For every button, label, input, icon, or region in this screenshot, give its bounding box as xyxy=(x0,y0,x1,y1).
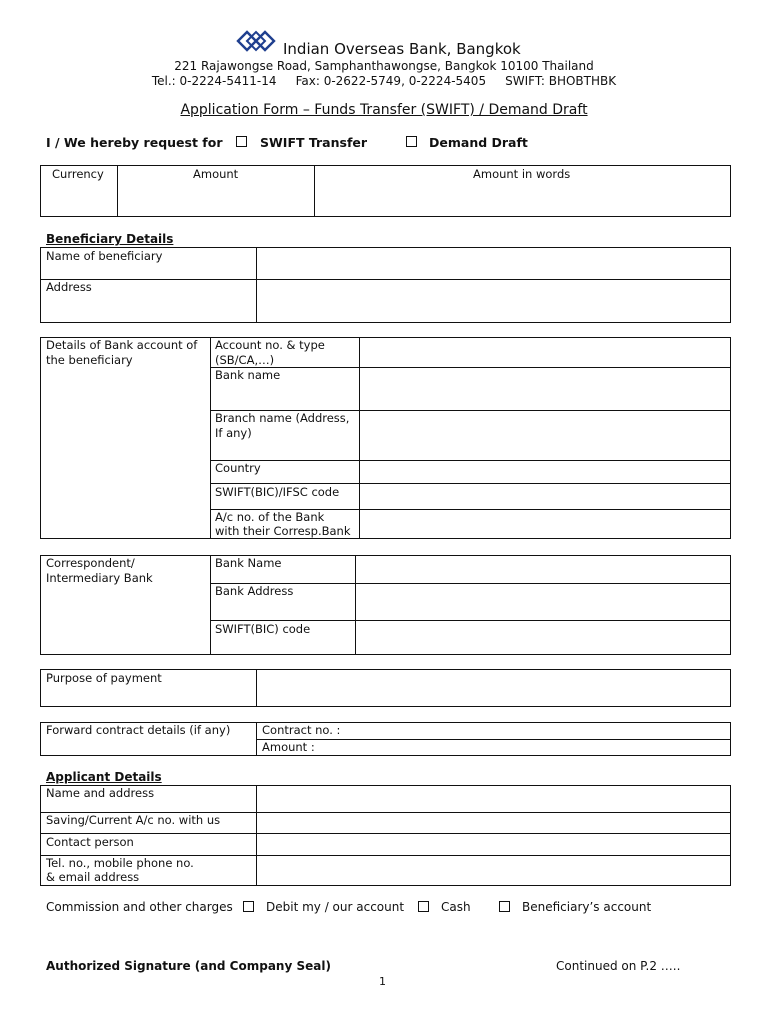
correspondent-section-label-2: Intermediary Bank xyxy=(46,571,153,585)
continued-note: Continued on P.2 ….. xyxy=(556,959,681,973)
contract-amount-label: Amount : xyxy=(262,740,315,754)
amount-table xyxy=(40,165,731,217)
applicant-contact-label: Contact person xyxy=(46,835,134,849)
applicant-email-label: & email address xyxy=(46,870,140,884)
beneficiary-account-checkbox[interactable] xyxy=(499,901,510,912)
bank-contact: Tel.: 0-2224-5411-14 Fax: 0-2622-5749, 0-2224-5405 SWIFT: BHOBTHBK xyxy=(151,74,617,88)
bank-name-field[interactable] xyxy=(361,369,729,409)
bank-name-label: Bank name xyxy=(215,368,281,382)
bank-account-section-label: Details of Bank account of xyxy=(46,338,198,352)
swift-ifsc-field[interactable] xyxy=(361,485,729,508)
country-label: Country xyxy=(215,461,261,475)
amount-field[interactable] xyxy=(119,182,313,216)
currency-header: Currency xyxy=(52,167,104,181)
amount-in-words-field[interactable] xyxy=(316,182,729,216)
contract-number-label: Contract no. : xyxy=(262,723,341,737)
correspondent-bank-address-field[interactable] xyxy=(357,585,729,619)
cash-label: Cash xyxy=(441,900,471,914)
amount-header: Amount xyxy=(193,167,239,181)
correspondent-table xyxy=(40,555,731,655)
applicant-tel-field[interactable] xyxy=(258,857,729,884)
beneficiary-name-field[interactable] xyxy=(258,249,729,278)
bank-account-section-label-2: the beneficiary xyxy=(46,353,133,367)
purpose-label: Purpose of payment xyxy=(46,671,162,685)
beneficiary-table xyxy=(40,247,731,323)
swift-ifsc-label: SWIFT(BIC)/IFSC code xyxy=(215,485,340,499)
beneficiary-heading: Beneficiary Details xyxy=(46,232,174,246)
corresp-account-label-2: with their Corresp.Bank xyxy=(215,524,351,538)
swift-transfer-checkbox[interactable] xyxy=(236,136,247,147)
page-number: 1 xyxy=(379,975,386,988)
applicant-contact-field[interactable] xyxy=(258,835,729,854)
bank-name: Indian Overseas Bank, Bangkok xyxy=(283,40,521,58)
applicant-name-field[interactable] xyxy=(258,787,729,811)
account-number-field[interactable] xyxy=(361,339,729,366)
bank-address: 221 Rajawongse Road, Samphanthawongse, Bangkok 10100 Thailand xyxy=(174,59,594,73)
request-label: I / We hereby request for xyxy=(46,135,223,150)
branch-name-label-2: If any) xyxy=(215,426,252,440)
correspondent-bank-name-field[interactable] xyxy=(357,557,729,582)
correspondent-section-label: Correspondent/ xyxy=(46,556,135,570)
applicant-account-field[interactable] xyxy=(258,814,729,832)
account-number-label: Account no. & type xyxy=(215,338,325,352)
applicant-tel-label: Tel. no., mobile phone no. xyxy=(46,856,194,870)
branch-name-field[interactable] xyxy=(361,412,729,459)
applicant-account-label: Saving/Current A/c no. with us xyxy=(46,813,221,827)
demand-draft-label: Demand Draft xyxy=(429,135,528,150)
account-number-label-2: (SB/CA,…) xyxy=(215,353,275,367)
correspondent-bank-address-label: Bank Address xyxy=(215,584,294,598)
forward-contract-table xyxy=(40,722,731,756)
applicant-heading: Applicant Details xyxy=(46,770,162,784)
branch-name-label: Branch name (Address, xyxy=(215,411,350,425)
debit-account-label: Debit my / our account xyxy=(266,900,405,914)
bank-account-table xyxy=(40,337,731,539)
contract-number-field[interactable] xyxy=(351,724,729,738)
corresp-account-label: A/c no. of the Bank xyxy=(215,510,325,524)
beneficiary-address-label: Address xyxy=(46,280,92,294)
correspondent-swift-field[interactable] xyxy=(357,622,729,653)
purpose-field[interactable] xyxy=(258,671,729,705)
cash-checkbox[interactable] xyxy=(418,901,429,912)
charges-label: Commission and other charges xyxy=(46,900,233,914)
demand-draft-checkbox[interactable] xyxy=(406,136,417,147)
contract-amount-field[interactable] xyxy=(331,741,729,755)
corresp-account-field[interactable] xyxy=(361,511,729,538)
beneficiary-address-field[interactable] xyxy=(258,281,729,322)
amount-in-words-header: Amount in words xyxy=(473,167,571,181)
swift-transfer-label: SWIFT Transfer xyxy=(260,135,368,150)
purpose-table xyxy=(40,669,731,707)
bank-logo xyxy=(236,27,276,55)
correspondent-swift-label: SWIFT(BIC) code xyxy=(215,622,311,636)
applicant-table xyxy=(40,785,731,886)
signature-label: Authorized Signature (and Company Seal) xyxy=(46,959,331,973)
forward-contract-label: Forward contract details (if any) xyxy=(46,723,231,737)
correspondent-bank-name-label: Bank Name xyxy=(215,556,282,570)
country-field[interactable] xyxy=(361,462,729,482)
debit-account-checkbox[interactable] xyxy=(243,901,254,912)
applicant-name-label: Name and address xyxy=(46,786,155,800)
beneficiary-name-label: Name of beneficiary xyxy=(46,249,163,263)
form-title: Application Form – Funds Transfer (SWIFT) / Demand Draft xyxy=(180,102,588,118)
currency-field[interactable] xyxy=(42,182,116,216)
beneficiary-account-label: Beneficiary’s account xyxy=(522,900,652,914)
